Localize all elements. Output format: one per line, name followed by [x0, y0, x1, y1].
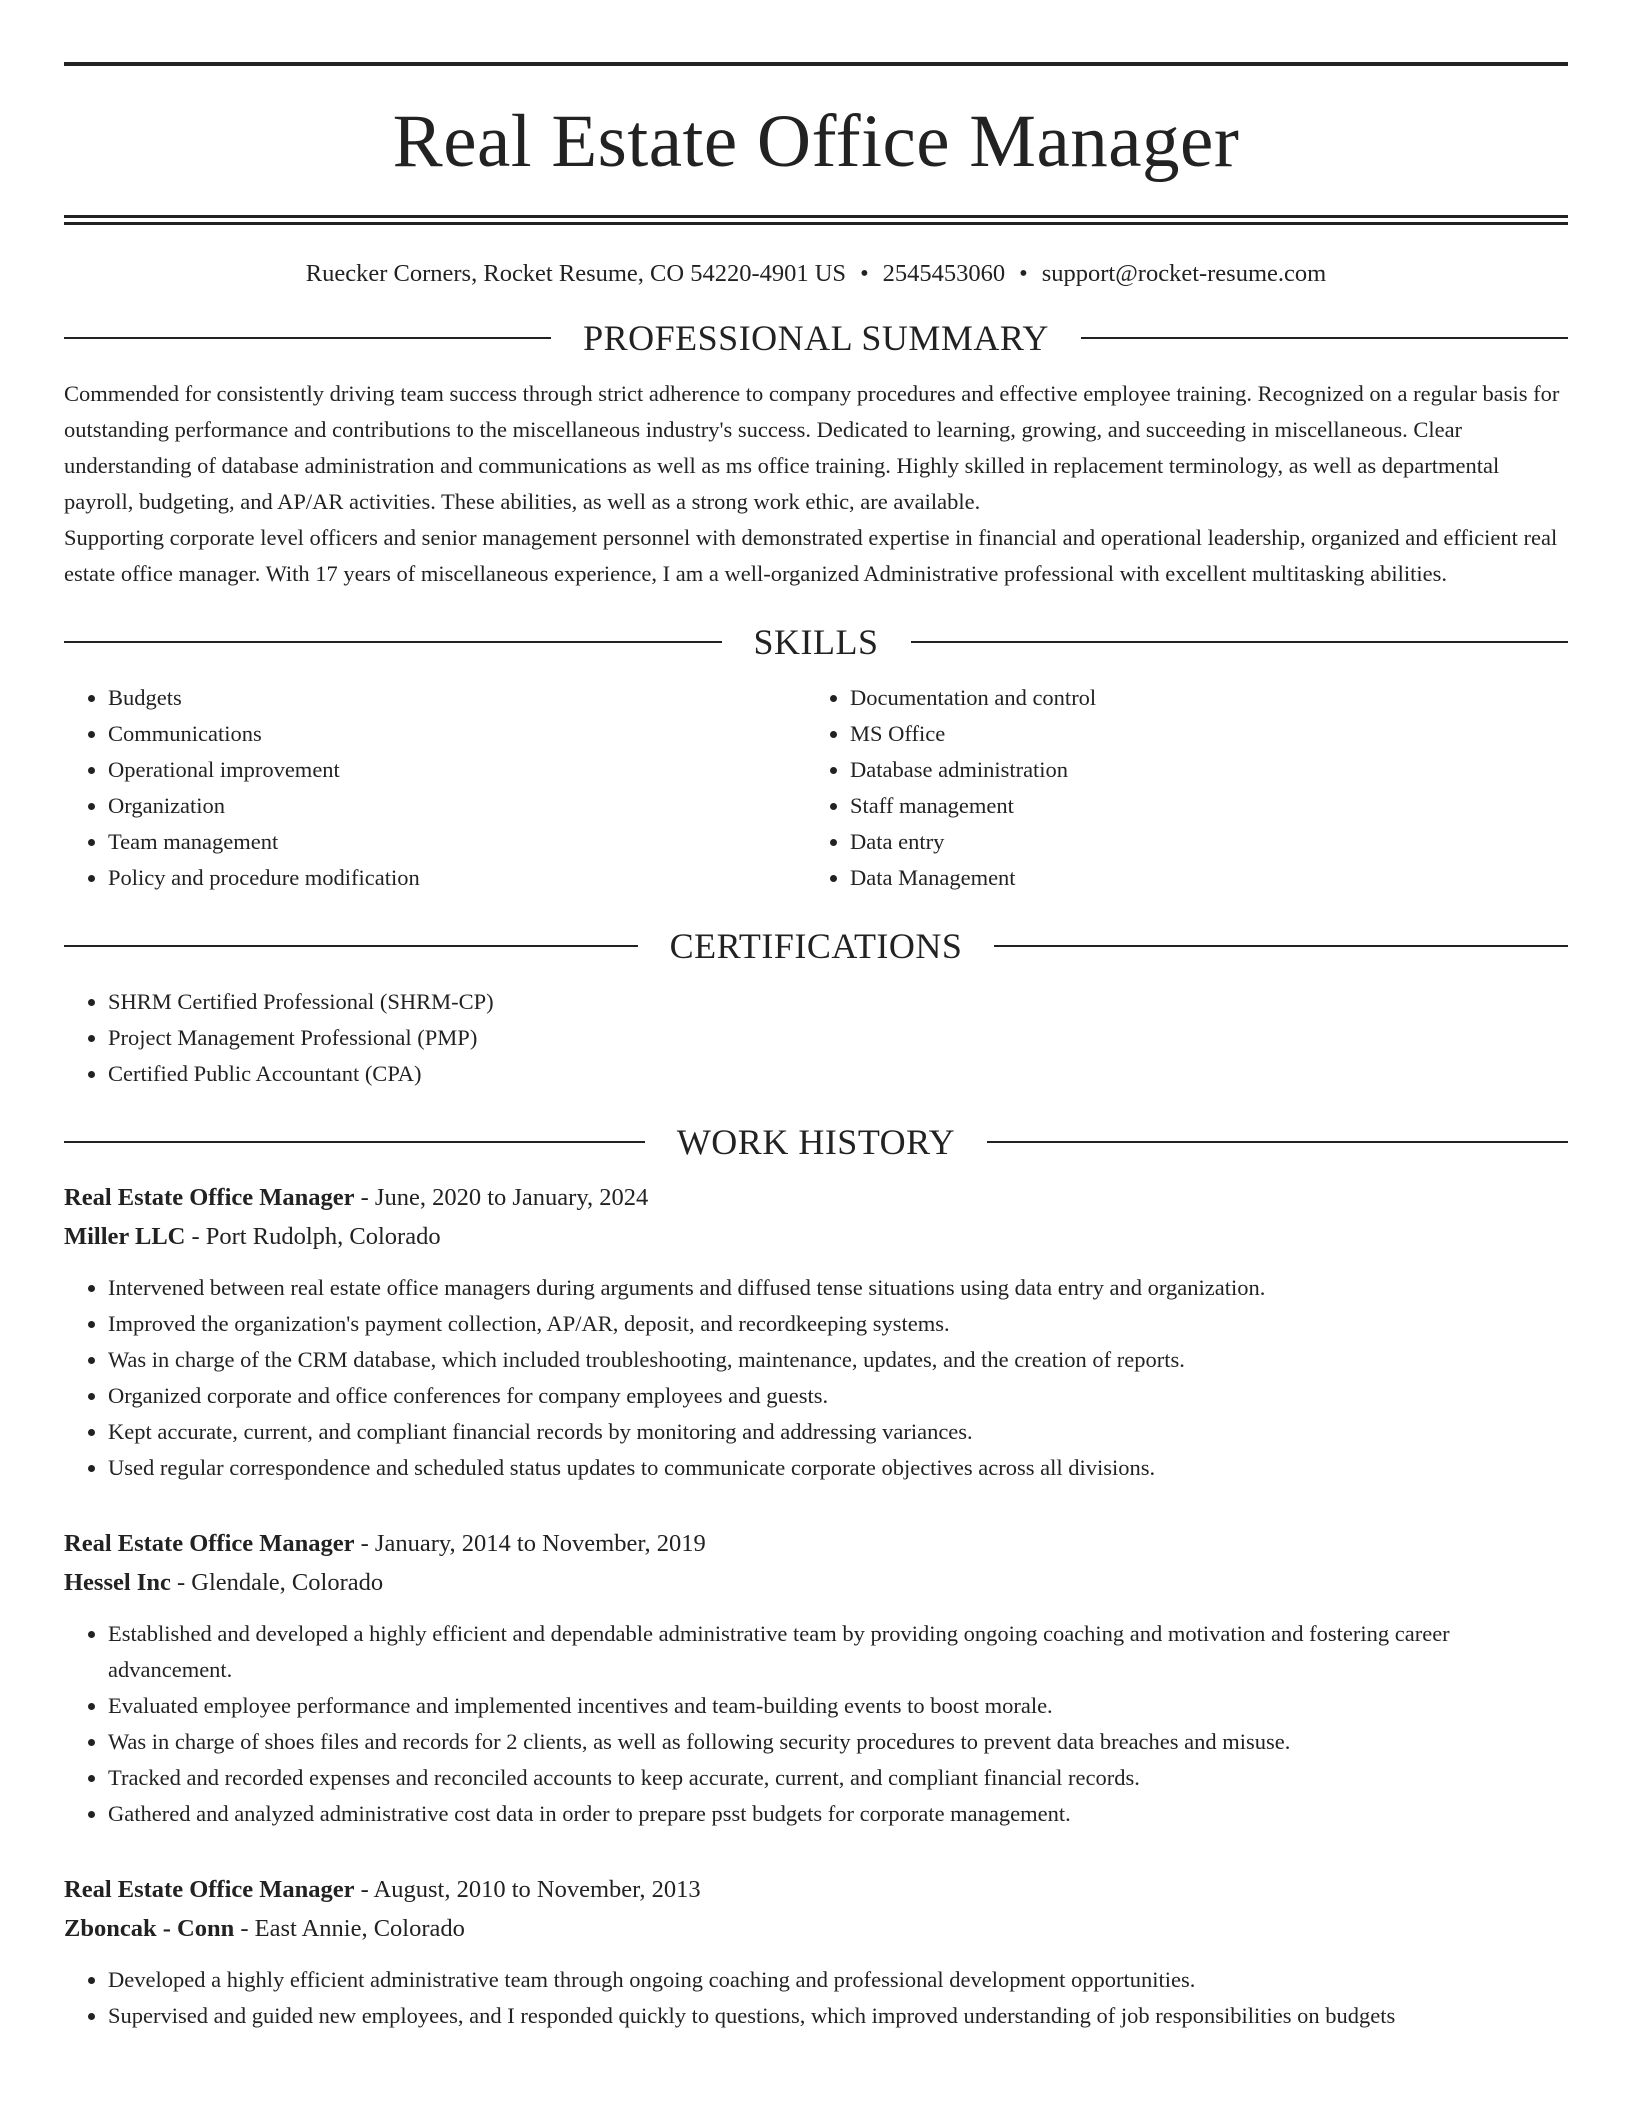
- skills-heading: SKILLS: [753, 622, 879, 663]
- job-bullet: • Developed a highly efficient administrative team through ongoing coaching and professional development opportunities.: [108, 1962, 1568, 1998]
- job-bullet: • Supervised and guided new employees, and I responded quickly to questions, which improved understanding of job responsibilities on budgets: [108, 1998, 1568, 2034]
- summary-paragraph: Commended for consistently driving team success through strict adherence to company procedures and effective employee training. Recognized on a regular basis for outstanding performance and contributions to the miscellaneous industry's success. Dedicated to learning, growing, and succeeding in miscellaneous. Clear understanding of database administration and communications as well as ms office training. Highly skilled in replacement terminology, as well as departmental payroll, budgeting, and AP/AR activities. These abilities, as well as a strong work ethic, are available.: [64, 381, 1560, 515]
- job-company-line: [64, 1217, 1568, 1256]
- skills-column-left: [64, 680, 806, 896]
- certification-item: • SHRM Certified Professional (SHRM-CP): [108, 984, 1568, 1020]
- certification-item: • Certified Public Accountant (CPA): [108, 1056, 1568, 1092]
- section-heading-skills: [64, 622, 1568, 663]
- job-company: Miller LLC: [64, 1223, 186, 1251]
- skill-item: • Documentation and control: [850, 680, 1548, 716]
- job-title: Real Estate Office Manager: [64, 1184, 355, 1212]
- job-location: - Port Rudolph, Colorado: [185, 1223, 441, 1251]
- job-entry: [64, 1178, 1568, 1486]
- job-bullet: • Kept accurate, current, and compliant financial records by monitoring and addressing variances.: [108, 1414, 1568, 1450]
- contact-phone: 2545453060: [882, 260, 1006, 287]
- resume-title: Real Estate Office Manager: [392, 100, 1240, 183]
- job-location: - East Annie, Colorado: [234, 1915, 465, 1943]
- skill-item: • Data Management: [850, 860, 1548, 896]
- skill-item: • MS Office: [850, 716, 1548, 752]
- job-bullet: • Improved the organization's payment collection, AP/AR, deposit, and recordkeeping systems.: [108, 1306, 1568, 1342]
- job-bullets: [64, 1270, 1568, 1486]
- job-location: - Glendale, Colorado: [170, 1569, 384, 1597]
- job-title: Real Estate Office Manager: [64, 1530, 355, 1558]
- job-entry: [64, 1524, 1568, 1832]
- contact-address: Ruecker Corners, Rocket Resume, CO 54220-4901 US: [305, 260, 847, 287]
- job-company-line: [64, 1563, 1568, 1602]
- job-bullet: • Was in charge of the CRM database, which included troubleshooting, maintenance, updates, and the creation of reports.: [108, 1342, 1568, 1378]
- heading-rule: [1081, 337, 1568, 339]
- section-heading-summary: [64, 318, 1568, 359]
- heading-rule: [64, 945, 638, 947]
- job-title-line: [64, 1178, 1568, 1217]
- skill-item: • Organization: [108, 788, 806, 824]
- job-entry: [64, 1870, 1568, 2034]
- job-company: Hessel Inc: [64, 1569, 171, 1597]
- skill-item: • Budgets: [108, 680, 806, 716]
- heading-rule: [64, 337, 551, 339]
- section-heading-certifications: [64, 926, 1568, 967]
- certifications-list: [64, 984, 1568, 1092]
- certification-item: • Project Management Professional (PMP): [108, 1020, 1568, 1056]
- job-bullet: • Tracked and recorded expenses and reconciled accounts to keep accurate, current, and compliant financial records.: [108, 1760, 1568, 1796]
- job-dates: - August, 2010 to November, 2013: [354, 1876, 701, 1904]
- skill-item: • Operational improvement: [108, 752, 806, 788]
- skill-item: • Staff management: [850, 788, 1548, 824]
- heading-rule: [987, 1141, 1568, 1143]
- contact-line: [64, 259, 1568, 288]
- job-company: Zboncak - Conn: [64, 1915, 235, 1943]
- top-rule: [64, 62, 1568, 66]
- job-dates: - January, 2014 to November, 2019: [354, 1530, 706, 1558]
- contact-separator: •: [1019, 260, 1028, 287]
- job-bullets: [64, 1616, 1568, 1832]
- skill-item: • Policy and procedure modification: [108, 860, 806, 896]
- job-bullet: • Was in charge of shoes files and records for 2 clients, as well as following security procedures to prevent data breaches and misuse.: [108, 1724, 1568, 1760]
- job-title-line: [64, 1870, 1568, 1909]
- job-title-line: [64, 1524, 1568, 1563]
- section-heading-work-history: [64, 1122, 1568, 1163]
- job-bullet: • Established and developed a highly efficient and dependable administrative team by providing ongoing coaching and motivation and fostering career advancement.: [108, 1616, 1568, 1688]
- skill-item: • Data entry: [850, 824, 1548, 860]
- title-double-rule: [64, 215, 1568, 225]
- job-bullet: • Used regular correspondence and scheduled status updates to communicate corporate objectives across all divisions.: [108, 1450, 1568, 1486]
- summary-text: [64, 376, 1568, 592]
- summary-heading: PROFESSIONAL SUMMARY: [583, 318, 1049, 359]
- heading-rule: [994, 945, 1568, 947]
- heading-rule: [64, 1141, 645, 1143]
- skill-item: • Database administration: [850, 752, 1548, 788]
- contact-email: support@rocket-resume.com: [1041, 260, 1327, 287]
- skills-list: [64, 680, 1568, 896]
- job-bullet: • Intervened between real estate office managers during arguments and diffused tense situations using data entry and organization.: [108, 1270, 1568, 1306]
- heading-rule: [911, 641, 1569, 643]
- contact-separator: •: [860, 260, 869, 287]
- job-bullets: [64, 1962, 1568, 2034]
- certifications-heading: CERTIFICATIONS: [669, 926, 963, 967]
- skills-column-right: [806, 680, 1548, 896]
- job-bullet: • Gathered and analyzed administrative cost data in order to prepare psst budgets for corporate management.: [108, 1796, 1568, 1832]
- job-title: Real Estate Office Manager: [64, 1876, 355, 1904]
- job-bullet: • Evaluated employee performance and implemented incentives and team-building events to boost morale.: [108, 1688, 1568, 1724]
- heading-rule: [64, 641, 722, 643]
- skill-item: • Communications: [108, 716, 806, 752]
- job-company-line: [64, 1909, 1568, 1948]
- job-bullet: • Organized corporate and office conferences for company employees and guests.: [108, 1378, 1568, 1414]
- skill-item: • Team management: [108, 824, 806, 860]
- work-history-heading: WORK HISTORY: [676, 1122, 956, 1163]
- job-dates: - June, 2020 to January, 2024: [354, 1184, 649, 1212]
- summary-paragraph: Supporting corporate level officers and senior management personnel with demonstrated expertise in financial and operational leadership, organized and efficient real estate office manager. With 17 years of miscellaneous experience, I am a well-organized Administrative professional with excellent multitasking abilities.: [64, 525, 1558, 587]
